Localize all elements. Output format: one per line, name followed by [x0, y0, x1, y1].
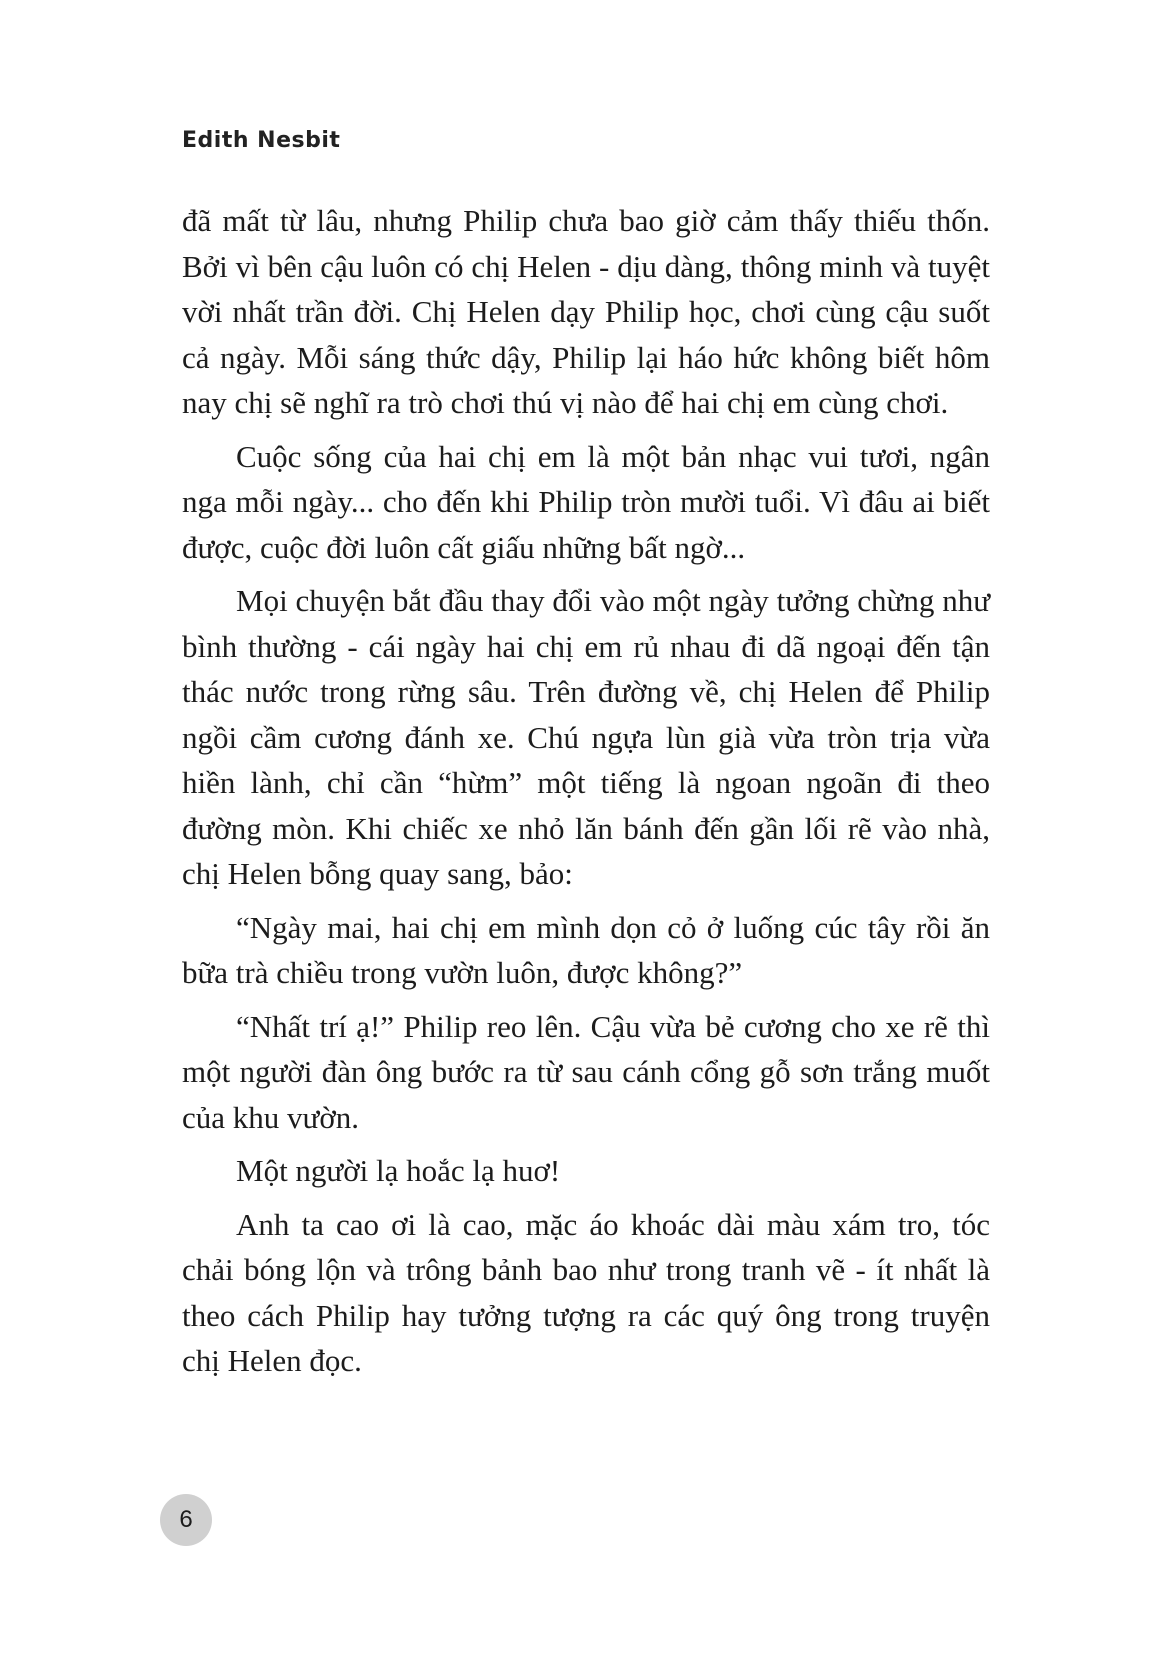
page-number-badge	[160, 1494, 212, 1546]
paragraph-4: “Ngày mai, hai chị em mình dọn cỏ ở luống cúc tây rồi ăn bữa trà chiều trong vườn luôn, được không?”	[182, 909, 990, 990]
page-number: 6	[179, 1506, 193, 1533]
paragraph-1: đã mất từ lâu, nhưng Philip chưa bao giờ cảm thấy thiếu thốn. Bởi vì bên cậu luôn có chị Helen - dịu dàng, thông minh và tuyệt vời nhất trần đời. Chị Helen dạy Philip học, chơi cùng cậu suốt cả ngày. Mỗi sáng thức dậy, Philip lại háo hức không biết hôm nay chị sẽ nghĩ ra trò chơi thú vị nào để hai chị em cùng chơi.	[182, 203, 990, 420]
paragraph-2: Cuộc sống của hai chị em là một bản nhạc vui tươi, ngân nga mỗi ngày... cho đến khi Philip tròn mười tuổi. Vì đâu ai biết được, cuộc đời luôn cất giấu những bất ngờ...	[182, 438, 990, 565]
paragraph-5: “Nhất trí ạ!” Philip reo lên. Cậu vừa bẻ cương cho xe rẽ thì một người đàn ông bước ra từ sau cánh cổng gỗ sơn trắng muốt của khu vườn.	[182, 1008, 990, 1135]
running-header-author: Edith Nesbit	[182, 128, 341, 153]
paragraph-7: Anh ta cao ơi là cao, mặc áo khoác dài màu xám tro, tóc chải bóng lộn và trông bảnh bao như trong tranh vẽ - ít nhất là theo cách Philip hay tưởng tượng ra các quý ông trong truyện chị Helen đọc.	[182, 1206, 990, 1378]
paragraph-6: Một người lạ hoắc lạ huơ!	[236, 1153, 561, 1188]
paragraph-3: Mọi chuyện bắt đầu thay đổi vào một ngày tưởng chừng như bình thường - cái ngày hai chị em rủ nhau đi dã ngoại đến tận thác nước trong rừng sâu. Trên đường về, chị Helen để Philip ngồi cầm cương đánh xe. Chú ngựa lùn già vừa tròn trịa vừa hiền lành, chỉ cần “hừm” một tiếng là ngoan ngoãn đi theo đường mòn. Khi chiếc xe nhỏ lăn bánh đến gần lối rẽ vào nhà, chị Helen bỗng quay sang, bảo:	[182, 583, 990, 891]
body-text	[182, 198, 990, 1392]
